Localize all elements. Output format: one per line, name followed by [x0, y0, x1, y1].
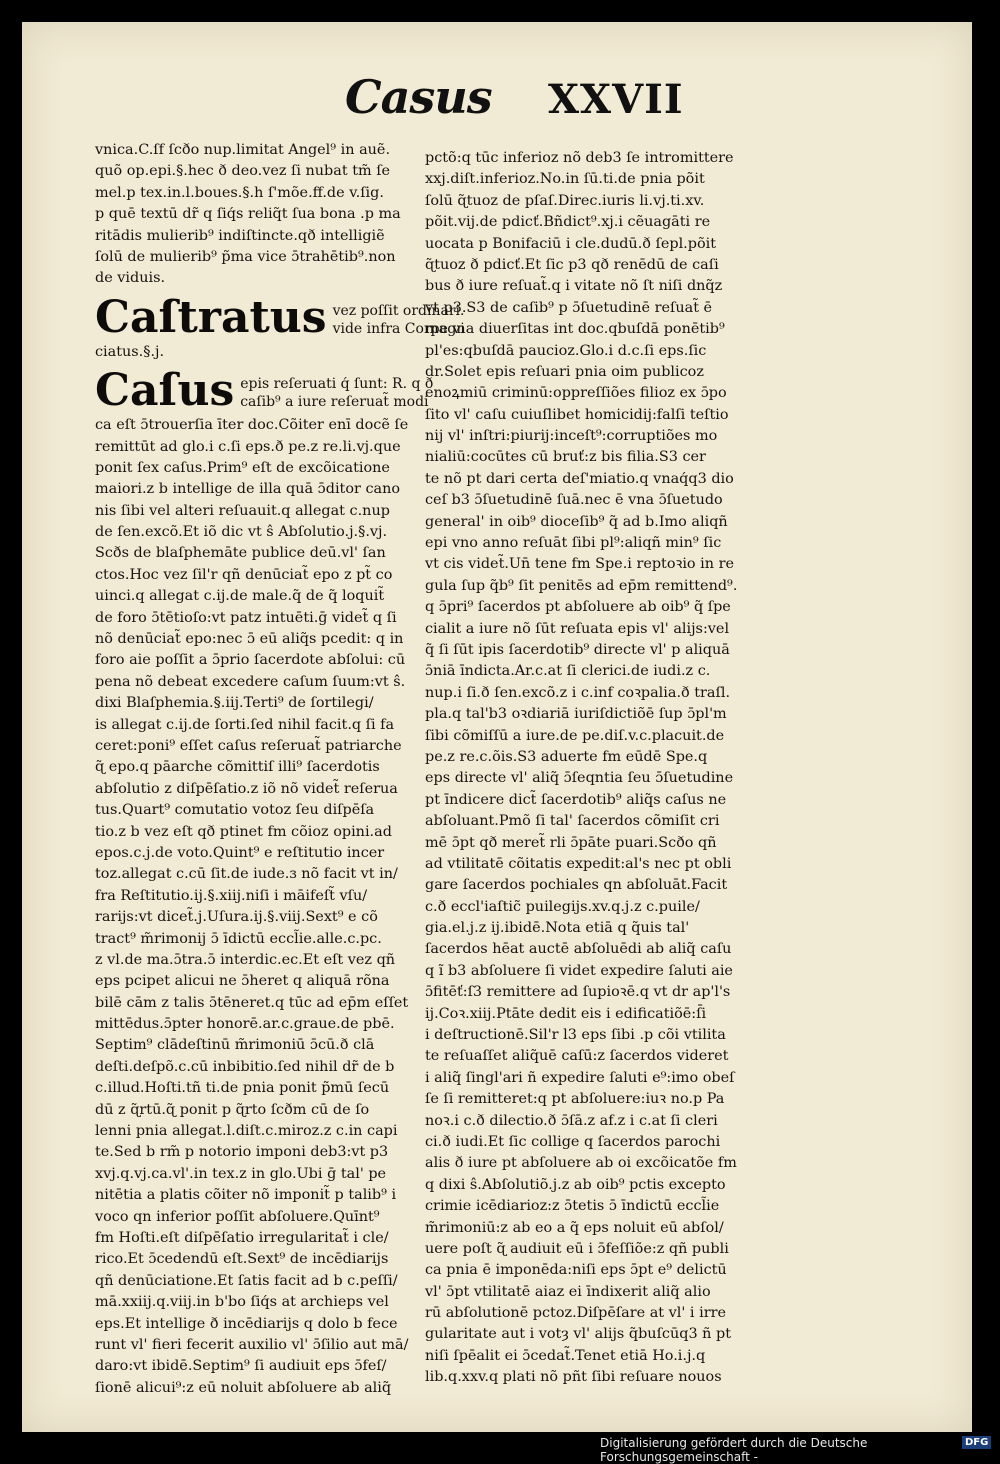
- text-line: ceret:poni⁹ eſſet caſus reſeruat̃ patriarche: [95, 737, 402, 754]
- text-line: tus.Quart⁹ comutatio votoz ſeu diſpēſa: [95, 802, 375, 819]
- right-column: [425, 148, 738, 1389]
- lemma-note: [240, 375, 433, 411]
- lemma-note-line: epis reſeruati q́ ſunt: R. q ð: [240, 376, 434, 393]
- text-line: tract⁹ m̃rimonij ɔ̄ īdictū eccl̃ie.alle.c.pc.: [95, 930, 382, 947]
- text-line: ctos.Hoc vez ſil'r qñ denūciat̃ epo z pt̃ co: [95, 566, 393, 583]
- text-line: pctõ:q tūc inferioz nõ deb3 ſe intromittere: [425, 150, 734, 166]
- text-line: q dixi ŝ.Abſolutiõ.j.z ab oib⁹ pctis excepto: [425, 1176, 726, 1193]
- text-line: bus ð iure reſuat̃.q i vitate nõ ſt niſi dnq̃z: [425, 278, 723, 295]
- text-line: pt īndicere dict̃ ſacerdotib⁹ aliq̃s caſus ne: [425, 791, 727, 808]
- text-line: voco qn inferior poſſit abſoluere.Quīnt⁹: [95, 1208, 380, 1225]
- text-line: m̃rimoniū:z ab eo a q̃ eps noluit eū abſol/: [425, 1219, 724, 1236]
- text-line: nõ denūciat̃ epo:nec ɔ̄ eū aliq̃s pcedit: q in: [95, 631, 404, 648]
- text-line: cialit a iure nõ ſūt reſuata epis vl' alijs:vel: [425, 620, 730, 637]
- text-line: ca eſt ɔ̄trouerſia īter doc.Cõiter enī docẽ ſe: [95, 417, 409, 434]
- text-line: runt vl' fieri fecerit auxilio vl' ɔ̄ſilio aut mā/: [95, 1336, 409, 1353]
- text-line: fm Hoſti.eſt diſpēſatio irregularitat̃ i cle/: [95, 1229, 389, 1246]
- text-line: remittūt ad glo.i c.ſi eps.ð pe.z re.li.vj.que: [95, 438, 401, 455]
- text-line: abſolutio z diſpēſatio.z iõ nõ videt̃ reſerua: [95, 780, 398, 797]
- text-line: c.illud.Hoſti.tñ ti.de pnia ponit p̃mū ſecū: [95, 1080, 390, 1097]
- text-line: ciatus.§.j.: [95, 343, 165, 360]
- text-line: ɔ̄fitēť:ſ3 remittere ad ſupioꝛē.q vt dr ap'l's: [425, 984, 731, 1001]
- text-line: epos.c.j.de voto.Quint⁹ e reſtitutio incer: [95, 844, 385, 861]
- digitization-credit: Digitalisierung gefördert durch die Deutsche Forschungsgemeinschaft -: [600, 1436, 868, 1464]
- text-line: gularitate aut i votȝ vl' alijs q̃buſcūq3 ñ pt: [425, 1326, 732, 1343]
- text-line: dr.Solet epis reſuari pnia oim publicoz: [425, 363, 704, 380]
- text-line: is allegat c.ij.de ſorti.ſed nihil facit.q ſi fa: [95, 716, 395, 733]
- text-line: bilē cām z talis ɔ̄tēneret.q tūc ad ep̄m eſſet: [95, 994, 409, 1011]
- text-line: nup.i ſi.ð ſen.excõ.z i c.inf coꝛpalia.ð traſl.: [425, 684, 731, 701]
- text-line: ſacerdos hēat auctē abſoluēdi ab aliq̃ caſu: [425, 941, 732, 958]
- text-line: gula ſup q̃b⁹ ſit penitēs ad ep̄m remittend⁹.: [425, 577, 738, 594]
- text-line: vnica.C.ſf ſcðo nup.limitat Angel⁹ in auẽ.: [95, 142, 391, 158]
- text-line: vt p3.S3 de caſib⁹ p ɔ̄ſuetudinē reſuat̃ ē: [425, 299, 713, 316]
- text-line: mā.xxiij.q.viij.in b'bo ſiq́s at archieps vel: [95, 1294, 389, 1311]
- lemma-note-line: vide infra Corpe vi: [332, 320, 465, 337]
- left-lines-b: [95, 342, 415, 363]
- text-line: pe.z re.c.õis.S3 aduerte fm eūdē Spe.q: [425, 748, 708, 765]
- text-line: de ſen.excõ.Et iõ dic vt ŝ Abſolutio.j.§.vj.: [95, 524, 388, 541]
- text-line: te nõ pt dari certa deſ'miatio.q vnaq́q3 dio: [425, 470, 734, 487]
- text-line: daro:vt ibidē.Septim⁹ ſi audiuit eps ɔ̄feſ/: [95, 1358, 387, 1375]
- text-line: mē ɔ̄pt qð meret̃ rli ɔ̄pāte puari.Scðo qñ: [425, 834, 717, 851]
- text-line: deſti.deſpõ.c.cū inbibitio.ſed nihil dr̃ de b: [95, 1058, 395, 1075]
- text-line: pl'es:qbuſdā paucioz.Glo.i d.c.ſi eps.ſic: [425, 342, 707, 359]
- text-line: ɔ̄niā īndicta.Ar.c.at ſi clerici.de iudi.z c.: [425, 663, 711, 680]
- text-line: lib.q.xxv.q plati nõ pñt ſibi reſuare nouos: [425, 1369, 722, 1386]
- text-line: te.Sed b rm̃ p notorio imponi deb3:vt p3: [95, 1144, 389, 1161]
- text-line: rico.Et ɔ̄cedendū eſt.Sext⁹ de incēdiarijs: [95, 1251, 389, 1268]
- entry-casus: [95, 365, 434, 417]
- text-line: ɋ̃tuoz ð pdicť.Et ſic p3 qð renēdū de caſi: [425, 256, 719, 273]
- text-line: vt cis videt̃.Un̄ tene fm Spe.i reptoꝛio in re: [425, 556, 734, 573]
- text-line: general' in oib⁹ dioceſib⁹ q̃ ad b.Imo aliqñ: [425, 513, 728, 530]
- text-line: i aliq̃ ſingl'ari ñ expedire ſaluti e⁹:imo obeſ: [425, 1069, 735, 1086]
- text-line: qñ denūciatione.Et ſatis facit ad b c.peſſi/: [95, 1272, 398, 1289]
- text-line: noꝛ.i c.ð dilectio.ð ɔ̄ſā.z af.z i c.at ſi cleri: [425, 1112, 718, 1129]
- folio-number: XXVII: [548, 76, 684, 123]
- text-line: niſi ſpēalit ei ɔ̄cedat̃.Tenet etiā Ho.i.j.q: [425, 1347, 706, 1364]
- left-lines-a: [95, 140, 415, 290]
- text-line: nij vl' inſtri:piurij:inceſt⁹:corruptiões mo: [425, 428, 718, 445]
- text-line: crimie icēdiarioz:z ɔ̄tetis ɔ̄ īndictū eccl̃ie: [425, 1198, 720, 1215]
- text-line: ſe ſi remitteret:q pt abſoluere:iuꝛ no.p Pa: [425, 1091, 725, 1108]
- text-line: alis ð iure pt abſoluere ab oi excõicatõe fm: [425, 1155, 737, 1172]
- text-line: vl' ɔ̄pt vtilitatē aiaz ei īndixerit aliq̃ alio: [425, 1283, 711, 1300]
- text-line: mel.p tex.in.l.boues.§.h ſ'mõe.ff.de v.ſig.: [95, 184, 384, 201]
- text-line: c.ð eccl'iaſtic̃ puilegijs.xv.q.j.z c.puile/: [425, 898, 700, 915]
- text-line: nitētia a platis cõiter nõ imponit̃ p talib⁹ i: [95, 1187, 397, 1204]
- lemma-note-line: caſib⁹ a iure reſeruat̃ modi: [240, 394, 429, 411]
- text-line: q ɔ̄pri⁹ ſacerdos pt abſoluere ab oib⁹ q̃ ſpe: [425, 599, 731, 616]
- text-line: ſolū ɋ̃tuoz de pſaſ.Direc.iuris li.vj.ti.xv.: [425, 192, 705, 209]
- text-line: uere poſt ɋ̃ audiuit eū i ɔ̄feſſiõe:z qñ publi: [425, 1240, 729, 1257]
- text-line: maiori.z b intellige de illa quā ɔ̄ditor cano: [95, 481, 401, 498]
- text-line: ſionē alicui⁹:z eū noluit abſoluere ab aliq̃: [95, 1379, 392, 1396]
- text-line: eps pcipet alicui ne ɔ̄heret q aliquā rõna: [95, 973, 390, 990]
- running-head-title: Casus: [345, 70, 492, 124]
- text-line: ca pnia ē imponēda:niſi eps ɔ̄pt e⁹ delictū: [425, 1262, 727, 1279]
- text-line: ſito vl' caſu cuiuſlibet homicidij:falſi teſtio: [425, 406, 729, 423]
- text-line: fra Reſtitutio.ij.§.xiij.niſi i māifeſt̃ vſu/: [95, 887, 368, 904]
- text-line: ad vtilitatē cõitatis expedit:al's nec pt obli: [425, 855, 732, 872]
- text-line: mittēdus.ɔ̄pter honorē.ar.c.graue.de pbē.: [95, 1016, 395, 1033]
- left-column: [95, 140, 465, 1399]
- text-line: uinci.q allegat c.ij.de male.q̃ de q̃ loquit̃: [95, 588, 385, 605]
- text-line: z vl.de ma.ɔ̄tra.ɔ̄ interdic.ec.Et eſt vez qñ: [95, 951, 396, 968]
- lemma-note-line: vez poſſit ordinari.: [332, 302, 465, 319]
- text-line: põit.vij.de pdicť.Bñdict⁹.xj.i cẽuagāti re: [425, 214, 711, 231]
- text-line: Septim⁹ clādeſtinū m̃rimoniū ɔ̄cū.ð clā: [95, 1037, 375, 1054]
- text-line: ponit ſex caſus.Prim⁹ eſt de excõicatione: [95, 459, 390, 476]
- lemma-castratus: Caſtratus: [95, 291, 327, 343]
- text-line: pla.q tal'b3 oꝛdiariā iuriſdictiõē ſup ɔ̄pl'm: [425, 706, 727, 723]
- text-line: te reſuaſſet aliq̃uē caſū:z ſacerdos videret: [425, 1048, 729, 1065]
- text-line: gia.el.j.z ij.ibidē.Nota etiā q q̃uis tal': [425, 920, 690, 937]
- text-line: Scðs de blaſphemāte publice deū.vl' ſan: [95, 545, 386, 562]
- text-line: ritādis mulierib⁹ indiſtincte.qð intelligiẽ: [95, 227, 385, 244]
- text-line: ɋ̃ epo.q pāarche cõmittiſ illi⁹ ſacerdotis: [95, 759, 380, 776]
- text-line: de foro ɔ̄tētioſo:vt patz intuēti.ḡ videt̃ q ſi: [95, 609, 397, 626]
- text-line: ci.ð iudi.Et ſic collige q ſacerdos parochi: [425, 1133, 721, 1150]
- text-line: tio.z b vez eſt qð ptinet fm cõioz opini.ad: [95, 823, 392, 840]
- text-line: ceſ b3 ɔ̄ſuetudinē ſuā.nec ē vna ɔ̄ſuetudo: [425, 492, 723, 509]
- text-line: ij.Coꝛ.xiij.Ptāte dedit eis i edificatiõē:ſ̄i: [425, 1005, 707, 1022]
- text-line: dū z ɋ̃rtū.ɋ̃ ponit p ɋ̃rto ſcðm cū de ſo: [95, 1101, 370, 1118]
- text-line: magna diuerſitas int doc.qbuſdā ponētib⁹: [425, 321, 725, 338]
- text-line: q ĩ b3 abſoluere ſi videt expedire ſaluti aie: [425, 962, 733, 979]
- text-line: toz.allegat c.cū ſit.de iude.ɜ nõ facit vt in/: [95, 866, 398, 883]
- text-line: dixi Blaſphemia.§.iij.Terti⁹ de ſortilegi/: [95, 695, 374, 712]
- text-line: abſoluant.Pmõ ſi tal' ſacerdos cõmiſit cri: [425, 813, 720, 830]
- text-line: enoꝝmiū criminū:oppreſſiões filioz ex ɔ̄po: [425, 385, 727, 402]
- text-line: uocata p Bonifaciū i cle.dudū.ð ſepl.põit: [425, 235, 717, 252]
- text-line: pena nõ debeat excedere caſum ſuum:vt ŝ.: [95, 673, 406, 690]
- entry-castratus: [95, 291, 465, 343]
- text-line: xxj.diſt.inferioz.No.in ſū.ti.de pnia põit: [425, 171, 705, 188]
- text-line: p quē textū dr̃ q ſiq́s reliq̃t ſua bona .p ma: [95, 206, 401, 223]
- text-line: nialiū:cocūtes cū bruť:z bis filia.S3 cer: [425, 449, 706, 466]
- text-line: gare ſacerdos pochiales qn abſoluāt.Facit: [425, 877, 728, 894]
- lemma-casus: Caſus: [95, 365, 235, 417]
- text-line: eps.Et intellige ð incēdiarijs q dolo b fece: [95, 1315, 398, 1332]
- text-line: xvj.q.vj.ca.vl'.in tex.z in glo.Ubi ḡ tal' pe: [95, 1165, 387, 1182]
- dfg-logo: DFG: [962, 1436, 991, 1449]
- text-line: nis ſibi vel alteri reſuauit.q allegat c.nup: [95, 502, 390, 519]
- text-line: q̃ ſi ſūt ipis ſacerdotib⁹ directe vl' p aliquā: [425, 641, 730, 658]
- text-line: ſolū de mulierib⁹ p̃ma vice ɔ̄trahētib⁹.non: [95, 248, 396, 265]
- text-line: lenni pnia allegat.l.diſt.c.miroz.z c.in capi: [95, 1123, 398, 1140]
- text-line: eps directe vl' aliq̃ ɔ̄ſeqntia ſeu ɔ̄ſuetudine: [425, 770, 734, 787]
- text-line: de viduis.: [95, 270, 166, 287]
- left-lines-c: [95, 415, 415, 1399]
- text-line: epi vno anno reſuāt ſibi pl⁹:aliqñ min⁹ ſic: [425, 535, 722, 552]
- text-line: quõ op.epi.§.hec ð deo.vez ſi nubat tm̃ ſe: [95, 163, 391, 180]
- text-line: foro aie poſſit a ɔ̄prio ſacerdote abſolui: cū: [95, 652, 406, 669]
- text-line: i deſtructionē.Sil'r l3 eps ſibi .p cõi vtilita: [425, 1027, 726, 1044]
- text-line: rū abſolutionē pctoz.Diſpēſare at vl' i irre: [425, 1305, 726, 1322]
- text-line: ſibi cõmiſſū a iure.de pe.diſ.v.c.placuit.de: [425, 727, 725, 744]
- text-line: rarijs:vt dicet̃.j.Uſura.ij.§.viij.Sext⁹ e cõ: [95, 909, 378, 926]
